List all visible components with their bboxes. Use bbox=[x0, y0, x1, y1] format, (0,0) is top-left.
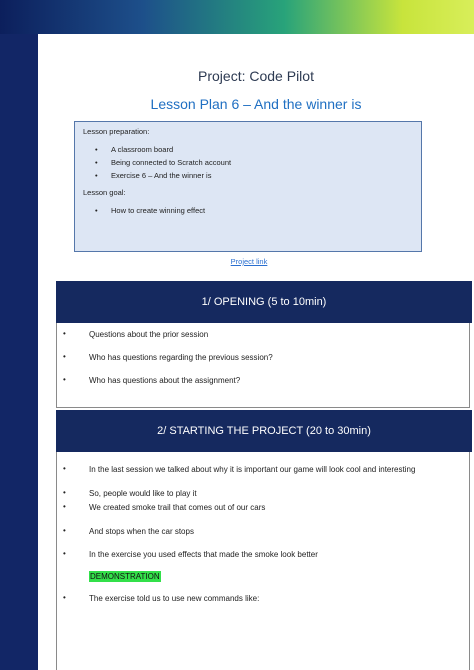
bullet-icon: • bbox=[63, 464, 66, 473]
left-sidebar-bar bbox=[0, 34, 38, 670]
preparation-heading: Lesson preparation: bbox=[83, 127, 150, 136]
bullet-icon: • bbox=[63, 526, 66, 535]
document-title: Project: Code Pilot bbox=[198, 68, 314, 84]
section-header-starting-project: 2/ STARTING THE PROJECT (20 to 30min) bbox=[56, 410, 472, 452]
bullet-icon: • bbox=[63, 329, 66, 338]
project-link[interactable]: Project link bbox=[230, 257, 268, 266]
bullet-icon: • bbox=[63, 488, 66, 497]
preparation-item: Exercise 6 – And the winner is bbox=[111, 171, 212, 180]
bullet-icon: • bbox=[63, 549, 66, 558]
section-body-opening: • Questions about the prior session • Who has questions regarding the previous session? • Who has questions about the assignment? bbox=[56, 323, 470, 408]
lesson-preparation-box bbox=[74, 121, 422, 266]
bullet-icon: • bbox=[95, 145, 98, 154]
bullet-icon: • bbox=[63, 502, 66, 511]
preparation-item: Being connected to Scratch account bbox=[111, 158, 232, 167]
bullet-icon: • bbox=[95, 171, 98, 180]
preparation-item: A classroom board bbox=[111, 145, 174, 154]
demonstration-highlight: DEMONSTRATION bbox=[90, 572, 160, 581]
bullet-icon: • bbox=[95, 158, 98, 167]
document-page bbox=[38, 34, 474, 670]
bullet-icon: • bbox=[63, 375, 66, 384]
top-gradient-stripe bbox=[0, 0, 474, 34]
bullet-icon: • bbox=[63, 352, 66, 361]
bullet-icon: • bbox=[63, 593, 66, 602]
section-body-starting-project: • In the last session we talked about why it is important our game will look cool and interesting • So, people would like to play it • We created smoke trail that comes out of our cars • And stops when the car stops • In the exercise you used effects that made the smoke look better DEMONSTRATION • The exercise told us to use new commands like: bbox=[56, 452, 470, 670]
section-header-opening: 1/ OPENING (5 to 10min) bbox=[56, 281, 472, 323]
bullet-icon: • bbox=[95, 206, 98, 215]
lesson-subtitle: Lesson Plan 6 – And the winner is bbox=[150, 96, 362, 112]
goal-item: How to create winning effect bbox=[111, 206, 206, 215]
goal-heading: Lesson goal: bbox=[83, 188, 126, 197]
